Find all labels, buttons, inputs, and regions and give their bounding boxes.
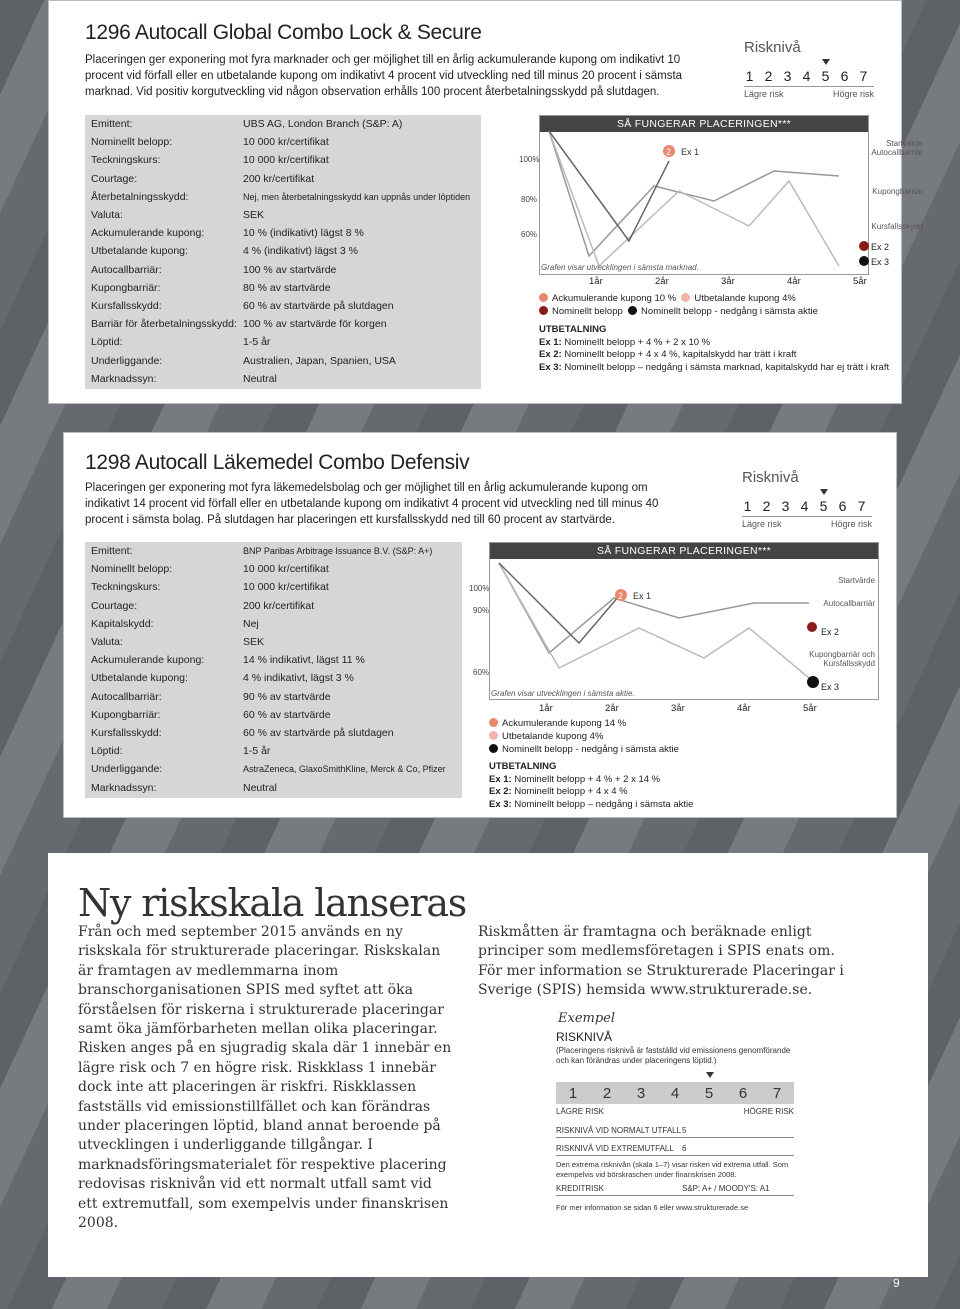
risk-number: 3	[783, 68, 792, 84]
fact-value: 60 % av startvärde på slutdagen	[243, 299, 394, 312]
normal-label: RISKNIVÅ VID NORMALT UTFALL	[556, 1126, 682, 1135]
payout-title: UTBETALNING	[489, 761, 557, 772]
fact-row	[85, 706, 462, 724]
fact-row	[85, 542, 462, 560]
risk-label: Risknivå	[744, 39, 801, 56]
fact-value: 60 % av startvärde	[243, 708, 331, 721]
y-tick: 100%	[519, 155, 540, 164]
legend-item: Ackumulerande kupong 14 %	[502, 718, 627, 729]
fact-key: Kupongbarriär:	[91, 708, 161, 721]
risk-number: 4	[800, 498, 809, 514]
product-card-1296	[48, 0, 923, 404]
payout-section	[539, 324, 919, 374]
fact-row	[85, 170, 481, 188]
fact-key: Utbetalande kupong:	[91, 245, 188, 258]
payout-line	[539, 337, 919, 350]
credit-label: KREDITRISK	[556, 1184, 605, 1193]
fact-key: Kupongbarriär:	[91, 281, 161, 294]
payout-ex: Ex 1:	[539, 336, 562, 348]
payout-ex: Ex 3:	[539, 361, 562, 373]
fact-value: SEK	[243, 636, 265, 649]
payout-text: Nominellt belopp – nedgång i sämsta aktie	[511, 798, 694, 810]
chart-svg	[539, 131, 869, 275]
legend-dot	[539, 306, 548, 315]
fact-key: Barriär för återbetalningsskydd:	[91, 318, 237, 331]
risk-number: 3	[781, 498, 790, 514]
ex2-marker	[859, 241, 869, 251]
product-intro: Placeringen ger exponering mot fyra läkemedelsbolag och ger möjlighet till en årlig ackumulerande kupong om indikativt 14 procent vid förfall eller en utbetalande kupong om indikativt 4 procent vid utveckling ned till minus 40 procent i sämsta bolag. På slutdagen har placeringen ett kursfallsskydd ned till 60 procent av startvärde.	[85, 482, 659, 526]
fact-row	[85, 370, 481, 388]
fact-key: Återbetalningsskydd:	[91, 190, 189, 203]
fact-row	[85, 724, 462, 742]
payout-ex: Ex 1:	[489, 773, 512, 785]
fact-row	[85, 151, 481, 169]
right-label: Kupongbarriär och Kursfallsskydd	[809, 650, 875, 668]
y-tick: 60%	[521, 230, 538, 239]
risk-label: Risknivå	[742, 469, 799, 486]
risk-number: 7	[857, 498, 866, 514]
risk-numbers	[744, 68, 874, 84]
fact-key: Autocallbarriär:	[91, 690, 162, 703]
payout-line	[489, 786, 879, 799]
extreme-note: Den extrema risknivån (skala 1–7) visar risken vid extrema utfall. Som exempelvis vid börskraschen under finanskrisen 2008.	[556, 1160, 789, 1179]
ex2-marker	[807, 622, 817, 632]
fact-value: 10 000 kr/certifikat	[243, 154, 329, 167]
payout-ex: Ex 2:	[489, 786, 512, 797]
payout-section	[489, 761, 879, 811]
fact-row	[85, 615, 462, 633]
ex2-label: Ex 2	[871, 242, 890, 252]
year-tick: 3år	[721, 276, 735, 287]
risk-low-label: Lägre risk	[744, 89, 784, 99]
right-label: Autocallbarriär	[823, 599, 875, 608]
year-tick: 2år	[655, 276, 669, 287]
chart-note: Grafen visar utvecklingen i sämsta aktie.	[491, 689, 635, 698]
risk-number: 6	[838, 498, 847, 514]
year-tick: 2år	[605, 703, 619, 714]
ex3-label: Ex 3	[871, 257, 890, 267]
payout-text: Nominellt belopp + 4 % + 2 x 14 %	[511, 773, 661, 785]
risk-high-label: HÖGRE RISK	[743, 1107, 794, 1116]
ex1-label: Ex 1	[633, 591, 652, 601]
extreme-row	[556, 1144, 794, 1156]
example-risk-footer	[556, 1107, 794, 1116]
year-axis	[539, 703, 843, 714]
risk-number: 5	[704, 1084, 714, 1102]
product-intro: Placeringen ger exponering mot fyra marknader och ger möjlighet till en årlig ackumulerande kupong om indikativt 10 procent vid förfall eller en utbetalande kupong om indikativt 4 procent vid utveckling ned till minus 20 procent i sämsta marknad. Vid positiv korgutveckling vid någon observation erhålls 100 procent återbetalningsskydd på slutdagen.	[85, 54, 683, 98]
right-label: Startvärde	[838, 576, 875, 585]
fact-key: Courtage:	[91, 599, 138, 612]
year-tick: 4år	[787, 276, 801, 287]
payout-text: Nominellt belopp + 4 x 4 %, kapitalskydd har trätt i kraft	[561, 349, 797, 360]
product-card-1298	[63, 432, 897, 818]
fact-value: UBS AG, London Branch (S&P: A)	[243, 118, 403, 131]
risk-pointer-icon	[820, 489, 828, 495]
fact-row	[85, 188, 481, 206]
example-risk-numbers	[556, 1082, 794, 1104]
fact-key: Utbetalande kupong:	[91, 672, 188, 685]
fact-key: Underliggande:	[91, 763, 163, 776]
fact-key: Ackumulerande kupong:	[91, 227, 205, 240]
year-tick: 5år	[853, 276, 867, 287]
fact-key: Marknadssyn:	[91, 372, 157, 385]
right-label: Startvärde	[886, 139, 923, 148]
fact-value: 4 % (indikativt) lägst 3 %	[243, 245, 358, 258]
normal-value: 5	[682, 1126, 687, 1135]
fact-key: Courtage:	[91, 172, 138, 185]
risk-low-label: Lägre risk	[742, 519, 782, 529]
fact-key: Autocallbarriär:	[91, 263, 162, 276]
y-tick: 100%	[469, 584, 490, 593]
risk-number: 5	[819, 498, 828, 514]
fact-row	[85, 742, 462, 760]
extreme-value: 6	[682, 1144, 687, 1153]
fact-value: Nej, men återbetalningsskydd kan uppnås under löptiden	[243, 191, 471, 202]
risk-divider	[744, 86, 874, 87]
article-title: Ny riskskala lanseras	[78, 881, 467, 925]
risk-number: 6	[738, 1084, 748, 1102]
fact-value: 80 % av startvärde	[243, 281, 331, 294]
fact-row	[85, 597, 462, 615]
example-sub: (Placeringens risknivå är fastställd vid emissionens genomförande och kan förändras under placeringens löptid.)	[556, 1046, 791, 1065]
fact-value: 10 000 kr/certifikat	[243, 563, 329, 576]
risk-number: 7	[772, 1084, 782, 1102]
legend-dot	[681, 293, 690, 302]
credit-row	[556, 1184, 794, 1196]
payout-text: Nominellt belopp + 4 x 4 %	[511, 786, 628, 797]
fact-value: 100 % av startvärde	[243, 263, 337, 276]
risk-high-label: Högre risk	[830, 519, 872, 529]
risk-number: 4	[802, 68, 811, 84]
fact-key: Kapitalskydd:	[91, 617, 154, 630]
chart-note: Grafen visar utvecklingen i sämsta marknad.	[541, 263, 699, 272]
legend-dot	[489, 718, 498, 727]
fact-row	[85, 633, 462, 651]
risk-scale	[744, 39, 874, 99]
fact-key: Teckningskurs:	[91, 154, 161, 167]
legend-item: Utbetalande kupong 4%	[694, 293, 796, 304]
ex1-label: Ex 1	[681, 147, 700, 157]
legend-item: Nominellt belopp - nedgång i sämsta aktie	[502, 744, 679, 755]
example-title: RISKNIVÅ	[556, 1030, 613, 1044]
risk-pointer-icon	[822, 59, 830, 65]
product-title: 1298 Autocall Läkemedel Combo Defensiv	[85, 451, 470, 474]
fact-key: Ackumulerande kupong:	[91, 654, 205, 667]
product-title: 1296 Autocall Global Combo Lock & Secure	[85, 21, 482, 44]
risk-number: 1	[745, 68, 754, 84]
payout-ex: Ex 3:	[489, 798, 512, 810]
news-article	[48, 853, 928, 1277]
example-label: Exempel	[558, 1011, 616, 1026]
fact-value: AstraZeneca, GlaxoSmithKline, Merck & Co, Pfizer	[243, 764, 446, 775]
risk-number: 1	[743, 498, 752, 514]
fact-value: 10 % (indikativt) lägst 8 %	[243, 227, 364, 240]
credit-value: S&P: A+ / MOODY'S: A1	[682, 1184, 770, 1193]
fact-key: Löptid:	[91, 336, 123, 349]
ex3-marker	[859, 256, 869, 266]
risk-scale	[742, 469, 872, 529]
chart-legend	[539, 292, 818, 318]
risk-numbers	[742, 498, 872, 514]
fact-key: Kursfallsskydd:	[91, 299, 162, 312]
fact-value: 100 % av startvärde för korgen	[243, 318, 387, 331]
payout-line	[489, 774, 879, 787]
chart-svg	[489, 558, 819, 700]
chart-header: SÅ FUNGERAR PLACERINGEN***	[540, 116, 868, 132]
more-info: För mer information se sidan 6 eller www.strukturerade.se	[556, 1203, 749, 1212]
fact-row	[85, 351, 481, 369]
fact-key: Nominellt belopp:	[91, 136, 173, 149]
fact-row	[85, 651, 462, 669]
how-it-works-panel	[469, 542, 889, 817]
fact-value: 60 % av startvärde på slutdagen	[243, 726, 394, 739]
fact-row	[85, 279, 481, 297]
chart-legend	[489, 717, 679, 756]
ex1-line	[499, 563, 619, 643]
risk-pointer-icon	[706, 1072, 714, 1078]
article-column-1: Från och med september 2015 används en ny riskskala för strukturerade placeringar. Riskskalan är framtagen av medlemmarna inom branschorganisationen SPIS med syftet att öka förståelsen för riskerna i strukturerade placeringar samt öka jämförbarheten mellan olika placeringar. Risken anges på en sjugradig skala där 1 innebär en lägre risk och 7 en högre risk. Riskklass 1 innebär dock inte att placeringen är riskfri. Riskklassen fastställs vid emissionstillfället och kan förändras under placeringen löptid, bland annat beroende på utvecklingen i underliggande tillgångar. I marknadsföringsmaterialet för respektive placering redovisas risknivån vid ett normalt utfall samt vid ett extremutfall, som exempelvis under finanskrisen 2008.	[78, 924, 452, 1232]
fact-row	[85, 297, 481, 315]
fact-value: SEK	[243, 209, 265, 222]
fact-row	[85, 206, 481, 224]
fact-value: Neutral	[243, 372, 277, 385]
fact-row	[85, 224, 481, 242]
fact-row	[85, 242, 481, 260]
fact-value: Neutral	[243, 781, 277, 794]
ex3-line	[499, 563, 809, 678]
y-tick: 90%	[473, 606, 490, 615]
year-tick: 1år	[539, 703, 553, 714]
ex3-marker	[807, 676, 819, 688]
risk-number: 7	[859, 68, 868, 84]
ex3-label: Ex 3	[821, 682, 840, 692]
legend-item: Utbetalande kupong 4%	[502, 731, 604, 742]
risk-number: 2	[602, 1084, 612, 1102]
right-label: Kursfallsskydd	[871, 222, 923, 231]
legend-item: Nominellt belopp	[552, 306, 623, 317]
legend-dot	[628, 306, 637, 315]
risk-number: 1	[568, 1084, 578, 1102]
fact-value: 14 % indikativt, lägst 11 %	[243, 654, 365, 667]
fact-value: 200 kr/certifikat	[243, 599, 315, 612]
risk-number: 5	[821, 68, 830, 84]
fact-value: BNP Paribas Arbitrage Issuance B.V. (S&P: A+)	[243, 546, 433, 557]
payout-text: Nominellt belopp + 4 % + 2 x 10 %	[561, 336, 711, 348]
year-tick: 3år	[671, 703, 685, 714]
risk-number: 4	[670, 1084, 680, 1102]
risk-divider	[742, 516, 872, 517]
fact-row	[85, 133, 481, 151]
fact-value: 10 000 kr/certifikat	[243, 136, 329, 149]
risk-number: 3	[636, 1084, 646, 1102]
fact-row	[85, 333, 481, 351]
article-column-2: Riskmåtten är framtagna och beräknade enligt principer som medlemsföretagen i SPIS enats om. För mer information se Strukturerade Placeringar i Sverige (SPIS) hemsida www.strukturerade.se.	[478, 924, 844, 999]
risk-number: 2	[762, 498, 771, 514]
chart-header: SÅ FUNGERAR PLACERINGEN***	[490, 543, 878, 559]
payout-title: UTBETALNING	[539, 324, 607, 335]
fact-row	[85, 115, 481, 133]
facts-table	[85, 542, 462, 798]
fact-key: Kursfallsskydd:	[91, 726, 162, 739]
facts-table	[85, 115, 481, 389]
how-it-works-panel	[489, 115, 929, 405]
ex1-badge-text: 2	[618, 591, 624, 601]
y-tick: 80%	[521, 195, 538, 204]
fact-key: Underliggande:	[91, 354, 163, 367]
ex2-label: Ex 2	[821, 627, 840, 637]
fact-value: 200 kr/certifikat	[243, 172, 315, 185]
fact-value: 10 000 kr/certifikat	[243, 581, 329, 594]
legend-dot	[489, 731, 498, 740]
fact-row	[85, 560, 462, 578]
fact-value: Nej	[243, 617, 259, 630]
fact-row	[85, 688, 462, 706]
legend-item: Ackumulerande kupong 10 %	[552, 293, 677, 304]
year-tick: 4år	[737, 703, 751, 714]
fact-key: Emittent:	[91, 545, 133, 558]
fact-row	[85, 778, 462, 796]
fact-row	[85, 760, 462, 778]
fact-row	[85, 578, 462, 596]
fact-key: Löptid:	[91, 745, 123, 758]
page-number: 9	[893, 1276, 900, 1290]
payout-line	[489, 799, 879, 812]
normal-row	[556, 1126, 794, 1138]
payout-line	[539, 362, 919, 375]
fact-value: 1-5 år	[243, 336, 271, 349]
fact-key: Valuta:	[91, 209, 123, 222]
fact-key: Nominellt belopp:	[91, 563, 173, 576]
extreme-label: RISKNIVÅ VID EXTREMUTFALL	[556, 1144, 674, 1153]
fact-value: 4 % indikativt, lägst 3 %	[243, 672, 354, 685]
payout-ex: Ex 2:	[539, 349, 562, 360]
fact-row	[85, 261, 481, 279]
risk-footer	[744, 89, 874, 99]
fact-value: 1-5 år	[243, 745, 271, 758]
legend-dot	[539, 293, 548, 302]
year-tick: 1år	[589, 276, 603, 287]
payout-line	[539, 349, 919, 362]
fact-key: Teckningskurs:	[91, 581, 161, 594]
fact-key: Valuta:	[91, 636, 123, 649]
year-axis	[589, 276, 893, 287]
legend-item: Nominellt belopp - nedgång i sämsta aktie	[641, 306, 818, 317]
y-tick: 60%	[473, 668, 490, 677]
risk-number: 6	[840, 68, 849, 84]
risk-number: 2	[764, 68, 773, 84]
risk-example-box	[556, 1030, 794, 1225]
fact-value: Australien, Japan, Spanien, USA	[243, 354, 396, 367]
fact-key: Emittent:	[91, 118, 133, 131]
right-label: Autocallbarriär	[871, 148, 923, 157]
payout-text: Nominellt belopp – nedgång i sämsta marknad, kapitalskydd har ej trätt i kraft	[561, 361, 890, 373]
risk-high-label: Högre risk	[832, 89, 874, 99]
legend-dot	[489, 744, 498, 753]
fact-row	[85, 315, 481, 333]
ex1-badge-text: 2	[666, 147, 672, 157]
year-tick: 5år	[803, 703, 817, 714]
fact-value: 90 % av startvärde	[243, 690, 331, 703]
fact-row	[85, 669, 462, 687]
fact-key: Marknadssyn:	[91, 781, 157, 794]
risk-footer	[742, 519, 872, 529]
risk-low-label: LÄGRE RISK	[556, 1107, 605, 1116]
right-label: Kupongbarriär	[872, 187, 923, 196]
